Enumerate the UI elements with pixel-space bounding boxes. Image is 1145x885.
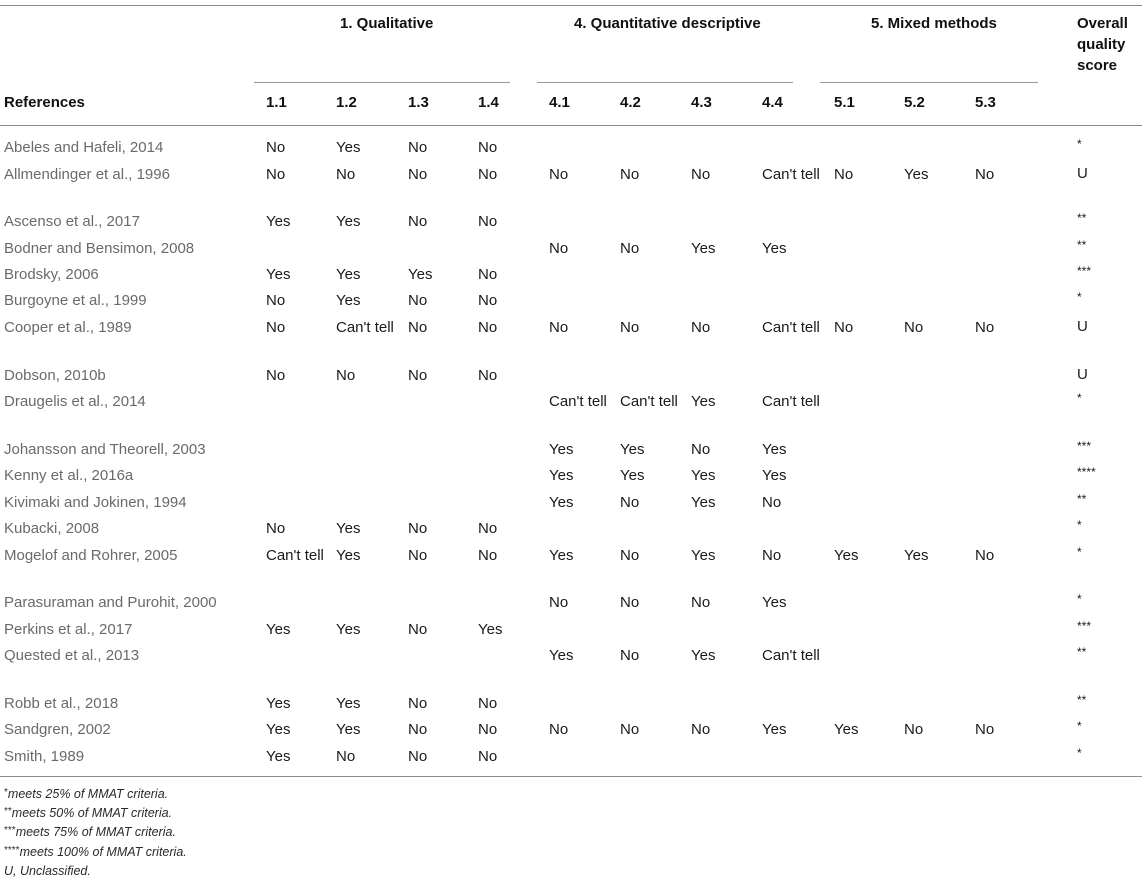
quality-score: **** xyxy=(1077,465,1096,479)
footnote xyxy=(4,845,187,859)
subcolumn-header-1-1: 1.1 xyxy=(266,94,287,111)
quality-score: * xyxy=(1077,592,1082,606)
assessment-cell: Can't tell xyxy=(762,319,820,336)
assessment-cell: Yes xyxy=(266,621,291,638)
assessment-cell: Yes xyxy=(834,547,859,564)
group-header-3: 5. Mixed methods xyxy=(871,15,997,32)
reference-name: Abeles and Hafeli, 2014 xyxy=(4,139,164,156)
assessment-cell: Yes xyxy=(336,139,361,156)
subcolumn-header-5-1: 5.1 xyxy=(834,94,855,111)
reference-name: Draugelis et al., 2014 xyxy=(4,393,146,410)
assessment-cell: No xyxy=(549,166,569,183)
assessment-cell: No xyxy=(408,213,428,230)
assessment-cell: No xyxy=(478,748,498,765)
reference-name: Quested et al., 2013 xyxy=(4,647,140,664)
assessment-cell: No xyxy=(834,166,854,183)
assessment-cell: No xyxy=(620,240,640,257)
table-bottom-rule xyxy=(0,776,1142,777)
assessment-cell: No xyxy=(620,721,640,738)
subcolumn-header-4-3: 4.3 xyxy=(691,94,712,111)
assessment-cell: No xyxy=(762,547,782,564)
assessment-cell: Yes xyxy=(904,166,929,183)
assessment-cell: Yes xyxy=(266,266,291,283)
footnote-mark: * xyxy=(4,787,8,798)
group-header-1: 1. Qualitative xyxy=(340,15,434,32)
assessment-cell: No xyxy=(620,166,640,183)
footnote xyxy=(4,864,91,878)
assessment-cell: No xyxy=(549,319,569,336)
footnote-text: meets 50% of MMAT criteria. xyxy=(11,806,173,820)
subcolumn-header-1-2: 1.2 xyxy=(336,94,357,111)
reference-name: Kubacki, 2008 xyxy=(4,520,100,537)
assessment-cell: No xyxy=(478,213,498,230)
assessment-cell: No xyxy=(266,292,286,309)
reference-name: Kivimaki and Jokinen, 1994 xyxy=(4,494,187,511)
quality-score: *** xyxy=(1077,619,1092,633)
group-underline-mixed xyxy=(820,82,1038,83)
reference-name: Mogelof and Rohrer, 2005 xyxy=(4,547,178,564)
quality-score: * xyxy=(1077,545,1082,559)
footnote xyxy=(4,825,176,839)
quality-score: ** xyxy=(1077,492,1087,506)
assessment-cell: Yes xyxy=(549,441,574,458)
assessment-cell: Yes xyxy=(762,594,787,611)
subcolumn-header-1-3: 1.3 xyxy=(408,94,429,111)
assessment-cell: Yes xyxy=(549,547,574,564)
assessment-cell: No xyxy=(478,520,498,537)
group-header-2: 4. Quantitative descriptive xyxy=(574,15,761,32)
footnote-mark: ** xyxy=(4,806,12,817)
quality-score: U xyxy=(1077,318,1088,335)
assessment-cell: No xyxy=(266,367,286,384)
assessment-cell: Yes xyxy=(691,240,716,257)
assessment-cell: Yes xyxy=(408,266,433,283)
assessment-cell: Yes xyxy=(620,467,645,484)
assessment-cell: Yes xyxy=(834,721,859,738)
assessment-cell: No xyxy=(408,367,428,384)
quality-score: U xyxy=(1077,366,1088,383)
assessment-cell: Yes xyxy=(336,213,361,230)
assessment-cell: No xyxy=(408,748,428,765)
quality-score: * xyxy=(1077,518,1082,532)
assessment-cell: No xyxy=(408,292,428,309)
assessment-cell: Yes xyxy=(336,266,361,283)
assessment-cell: No xyxy=(266,520,286,537)
assessment-cell: No xyxy=(408,695,428,712)
assessment-cell: Yes xyxy=(478,621,503,638)
assessment-cell: No xyxy=(408,721,428,738)
assessment-cell: Yes xyxy=(266,721,291,738)
assessment-cell: No xyxy=(266,139,286,156)
assessment-cell: No xyxy=(762,494,782,511)
footnote-text: meets 100% of MMAT criteria. xyxy=(19,845,187,859)
footnote-mark: *** xyxy=(4,825,16,836)
assessment-cell: Yes xyxy=(336,721,361,738)
assessment-cell: No xyxy=(975,166,995,183)
subcolumn-header-4-2: 4.2 xyxy=(620,94,641,111)
overall-score-header-line-3: score xyxy=(1077,57,1118,74)
quality-score: * xyxy=(1077,391,1082,405)
reference-name: Smith, 1989 xyxy=(4,748,85,765)
assessment-cell: Yes xyxy=(549,467,574,484)
assessment-cell: Yes xyxy=(691,393,716,410)
assessment-cell: Yes xyxy=(549,647,574,664)
assessment-cell: Can't tell xyxy=(762,647,820,664)
assessment-cell: No xyxy=(478,292,498,309)
quality-score: *** xyxy=(1077,439,1092,453)
assessment-cell: No xyxy=(478,547,498,564)
assessment-cell: No xyxy=(975,319,995,336)
footnote-mark: **** xyxy=(4,845,20,856)
assessment-cell: Yes xyxy=(336,520,361,537)
assessment-cell: No xyxy=(691,441,711,458)
assessment-cell: No xyxy=(620,594,640,611)
assessment-cell: No xyxy=(266,319,286,336)
assessment-cell: No xyxy=(975,547,995,564)
subcolumn-header-4-1: 4.1 xyxy=(549,94,570,111)
footnote xyxy=(4,806,172,820)
footnote-text: meets 25% of MMAT criteria. xyxy=(7,787,169,801)
assessment-cell: Can't tell xyxy=(549,393,607,410)
assessment-cell: No xyxy=(834,319,854,336)
subcolumn-header-5-2: 5.2 xyxy=(904,94,925,111)
quality-score: U xyxy=(1077,165,1088,182)
quality-score: *** xyxy=(1077,264,1092,278)
assessment-cell: Yes xyxy=(691,494,716,511)
reference-name: Brodsky, 2006 xyxy=(4,266,99,283)
assessment-cell: No xyxy=(408,547,428,564)
reference-name: Burgoyne et al., 1999 xyxy=(4,292,147,309)
quality-score: ** xyxy=(1077,693,1087,707)
assessment-cell: No xyxy=(549,721,569,738)
assessment-cell: No xyxy=(549,594,569,611)
assessment-cell: No xyxy=(904,721,924,738)
assessment-cell: Can't tell xyxy=(336,319,394,336)
assessment-cell: Can't tell xyxy=(620,393,678,410)
assessment-cell: No xyxy=(691,594,711,611)
reference-name: Johansson and Theorell, 2003 xyxy=(4,441,206,458)
quality-score: * xyxy=(1077,746,1082,760)
assessment-cell: No xyxy=(408,621,428,638)
assessment-cell: Yes xyxy=(336,695,361,712)
assessment-cell: Yes xyxy=(691,647,716,664)
assessment-cell: No xyxy=(336,748,356,765)
assessment-cell: Can't tell xyxy=(266,547,324,564)
assessment-cell: Yes xyxy=(266,695,291,712)
assessment-cell: Yes xyxy=(336,621,361,638)
assessment-cell: No xyxy=(549,240,569,257)
assessment-cell: No xyxy=(691,721,711,738)
assessment-cell: No xyxy=(620,647,640,664)
reference-name: Perkins et al., 2017 xyxy=(4,621,133,638)
reference-name: Sandgren, 2002 xyxy=(4,721,111,738)
assessment-cell: No xyxy=(691,166,711,183)
assessment-cell: Yes xyxy=(691,547,716,564)
assessment-cell: No xyxy=(408,139,428,156)
assessment-cell: Yes xyxy=(762,240,787,257)
subcolumn-header-5-3: 5.3 xyxy=(975,94,996,111)
assessment-cell: No xyxy=(478,367,498,384)
assessment-cell: Yes xyxy=(691,467,716,484)
assessment-cell: Yes xyxy=(336,292,361,309)
reference-name: Dobson, 2010b xyxy=(4,367,106,384)
quality-score: * xyxy=(1077,719,1082,733)
assessment-cell: No xyxy=(691,319,711,336)
assessment-cell: Yes xyxy=(762,467,787,484)
assessment-cell: Yes xyxy=(336,547,361,564)
assessment-cell: Yes xyxy=(266,213,291,230)
assessment-cell: No xyxy=(478,695,498,712)
reference-name: Parasuraman and Purohit, 2000 xyxy=(4,594,217,611)
overall-score-header-line-1: Overall xyxy=(1077,15,1128,32)
footnote-text: U, Unclassified. xyxy=(4,864,91,878)
assessment-cell: No xyxy=(408,520,428,537)
footnote-text: meets 75% of MMAT criteria. xyxy=(15,825,176,839)
assessment-cell: No xyxy=(408,319,428,336)
group-underline-quantitative xyxy=(537,82,793,83)
footnote xyxy=(4,787,168,801)
assessment-cell: No xyxy=(266,166,286,183)
assessment-cell: Yes xyxy=(762,441,787,458)
assessment-cell: No xyxy=(478,721,498,738)
reference-name: Kenny et al., 2016a xyxy=(4,467,134,484)
assessment-cell: Yes xyxy=(904,547,929,564)
references-header: References xyxy=(4,94,85,111)
quality-score: * xyxy=(1077,290,1082,304)
assessment-cell: Yes xyxy=(620,441,645,458)
assessment-cell: No xyxy=(620,494,640,511)
quality-score: ** xyxy=(1077,645,1087,659)
reference-name: Bodner and Bensimon, 2008 xyxy=(4,240,195,257)
overall-score-header-line-2: quality xyxy=(1077,36,1126,53)
reference-name: Robb et al., 2018 xyxy=(4,695,119,712)
reference-name: Ascenso et al., 2017 xyxy=(4,213,140,230)
assessment-cell: Yes xyxy=(549,494,574,511)
header-bottom-rule xyxy=(0,125,1142,126)
assessment-cell: No xyxy=(620,319,640,336)
reference-name: Allmendinger et al., 1996 xyxy=(4,166,170,183)
assessment-cell: No xyxy=(620,547,640,564)
quality-score: ** xyxy=(1077,238,1087,252)
reference-name: Cooper et al., 1989 xyxy=(4,319,132,336)
assessment-cell: No xyxy=(904,319,924,336)
assessment-cell: No xyxy=(478,139,498,156)
quality-score: * xyxy=(1077,137,1082,151)
assessment-cell: Yes xyxy=(266,748,291,765)
assessment-cell: No xyxy=(478,319,498,336)
assessment-cell: No xyxy=(975,721,995,738)
quality-score: ** xyxy=(1077,211,1087,225)
assessment-cell: Yes xyxy=(762,721,787,738)
assessment-cell: Can't tell xyxy=(762,166,820,183)
assessment-cell: No xyxy=(408,166,428,183)
assessment-cell: No xyxy=(478,266,498,283)
assessment-cell: No xyxy=(478,166,498,183)
subcolumn-header-1-4: 1.4 xyxy=(478,94,499,111)
assessment-cell: No xyxy=(336,367,356,384)
assessment-cell: Can't tell xyxy=(762,393,820,410)
group-underline-qualitative xyxy=(254,82,510,83)
assessment-cell: No xyxy=(336,166,356,183)
subcolumn-header-4-4: 4.4 xyxy=(762,94,783,111)
table-top-rule xyxy=(0,5,1142,6)
